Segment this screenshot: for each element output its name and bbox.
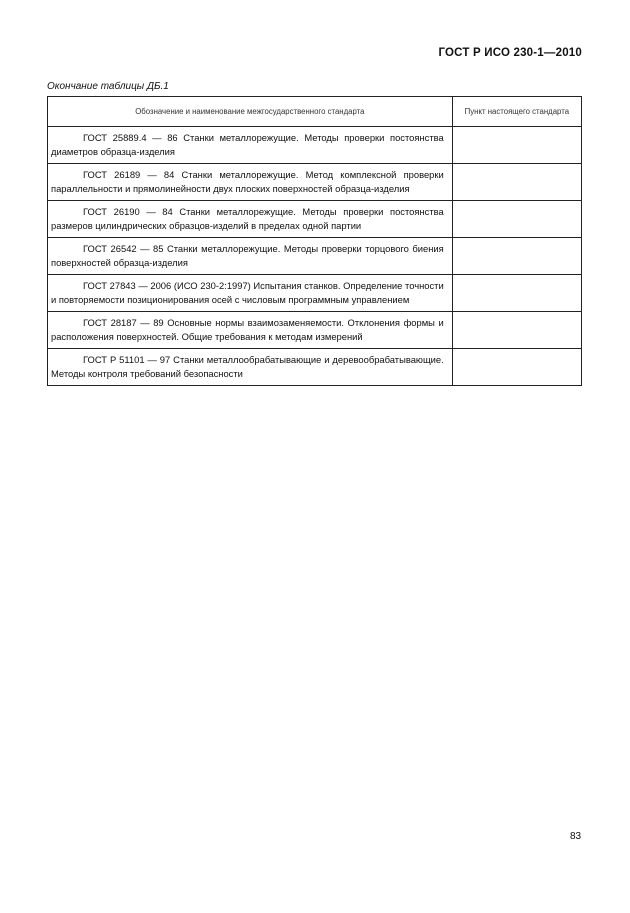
standards-table bbox=[47, 96, 582, 386]
standard-name-cell: ГОСТ 26189 — 84 Станки металлорежущие. Метод комплексной проверки параллельности и прямолинейности двух плоских поверхностей образца-изделия bbox=[48, 164, 453, 201]
clause-cell bbox=[452, 275, 581, 312]
table-row bbox=[48, 238, 582, 275]
table-row bbox=[48, 127, 582, 164]
table-header-row bbox=[48, 97, 582, 127]
clause-cell bbox=[452, 127, 581, 164]
standard-name-cell: ГОСТ 26542 — 85 Станки металлорежущие. Методы проверки торцового биения поверхностей образца-изделия bbox=[48, 238, 453, 275]
standard-name-cell: ГОСТ Р 51101 — 97 Станки металлообрабатывающие и деревообрабатывающие. Методы контроля требований безопасности bbox=[48, 349, 453, 386]
page-number: 83 bbox=[570, 831, 582, 842]
table-row bbox=[48, 349, 582, 386]
clause-cell bbox=[452, 312, 581, 349]
clause-cell bbox=[452, 164, 581, 201]
standard-name-cell: ГОСТ 27843 — 2006 (ИСО 230-2:1997) Испытания станков. Определение точности и повторяемости позиционирования осей с числовым программным управлением bbox=[48, 275, 453, 312]
table-row bbox=[48, 312, 582, 349]
standard-name-cell: ГОСТ 26190 — 84 Станки металлорежущие. Методы проверки постоянства размеров цилиндрических образцов-изделий в пределах одной партии bbox=[48, 201, 453, 238]
table-row bbox=[48, 201, 582, 238]
column-header-standard: Обозначение и наименование межгосударственного стандарта bbox=[48, 97, 453, 127]
clause-cell bbox=[452, 238, 581, 275]
column-header-clause: Пункт настоящего стандарта bbox=[452, 97, 581, 127]
table-row bbox=[48, 164, 582, 201]
clause-cell bbox=[452, 201, 581, 238]
document-designation: ГОСТ Р ИСО 230-1—2010 bbox=[438, 47, 582, 59]
table-caption: Окончание таблицы ДБ.1 bbox=[47, 81, 169, 92]
table-row bbox=[48, 275, 582, 312]
clause-cell bbox=[452, 349, 581, 386]
standard-name-cell: ГОСТ 25889.4 — 86 Станки металлорежущие. Методы проверки постоянства диаметров образца-изделия bbox=[48, 127, 453, 164]
standard-name-cell: ГОСТ 28187 — 89 Основные нормы взаимозаменяемости. Отклонения формы и расположения поверхностей. Общие требования к методам измерений bbox=[48, 312, 453, 349]
